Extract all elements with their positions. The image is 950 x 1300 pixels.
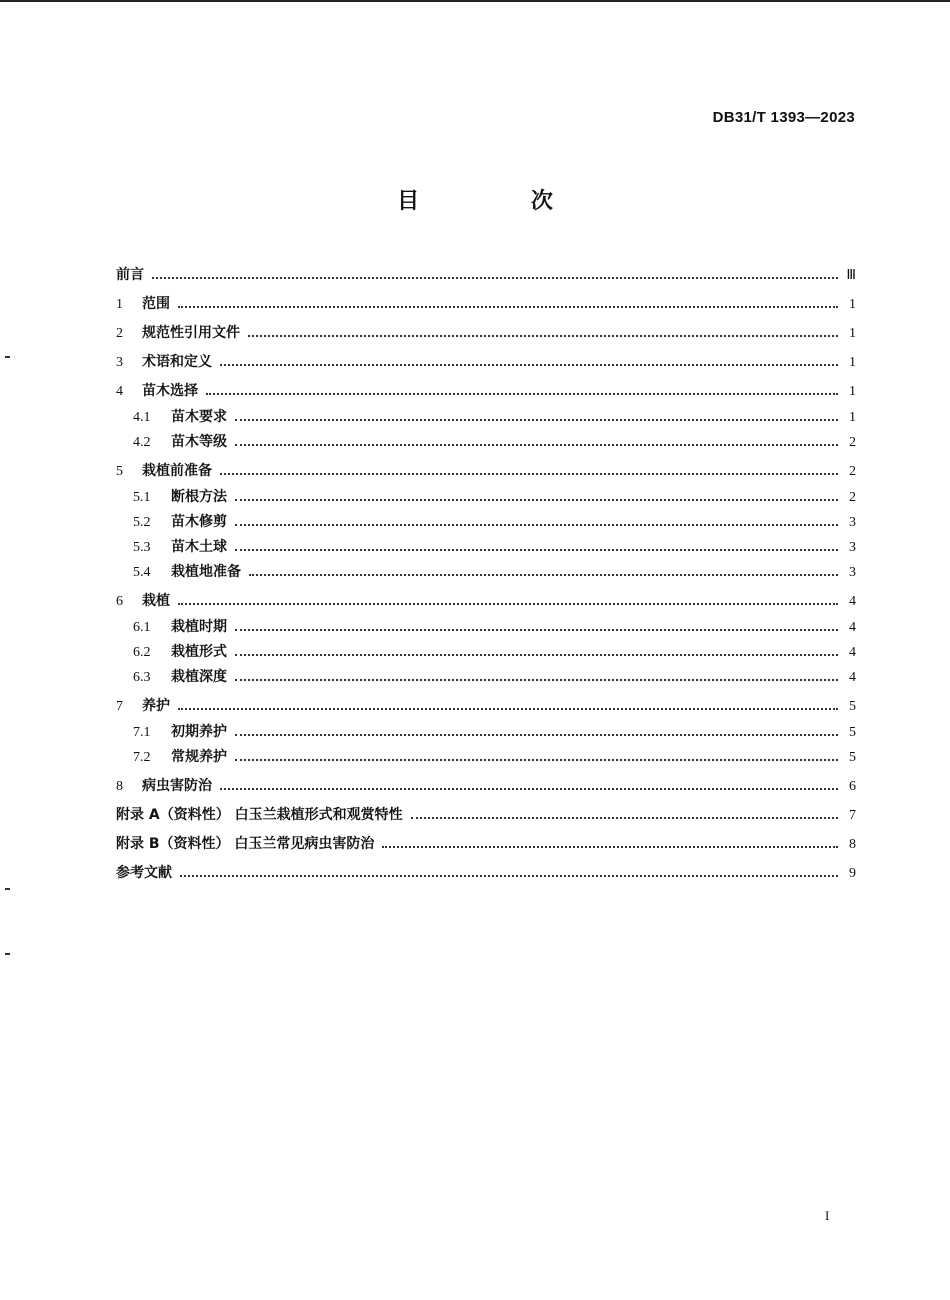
toc-entry[interactable] — [116, 771, 856, 795]
toc-entry[interactable] — [116, 691, 856, 715]
toc-entry-number: 7.2 — [133, 750, 151, 765]
scan-mark — [5, 953, 10, 955]
toc-entry-number: 8 — [116, 779, 123, 794]
toc-entry-number: 1 — [116, 297, 123, 312]
toc-entry-page: 6 — [849, 779, 856, 794]
toc-entry[interactable] — [116, 456, 856, 480]
dot-leader — [235, 443, 838, 446]
toc-entry-page: 2 — [849, 490, 856, 505]
toc-entry-label: 苗木要求 — [171, 409, 227, 425]
toc-entry-page: 2 — [849, 435, 856, 450]
toc-entry-label: 附录 B（资料性） 白玉兰常见病虫害防治 — [116, 836, 375, 852]
dot-leader — [206, 392, 838, 395]
dot-leader — [180, 874, 838, 877]
dot-leader — [235, 418, 838, 421]
scan-mark — [5, 356, 10, 358]
dot-leader — [235, 653, 838, 656]
toc-entry[interactable] — [116, 427, 856, 451]
toc-entry[interactable] — [116, 742, 856, 766]
dot-leader — [220, 363, 838, 366]
toc-entry-page: 1 — [849, 326, 856, 341]
toc-entry-page: Ⅲ — [846, 268, 856, 283]
toc-entry-number: 4.1 — [133, 410, 151, 425]
toc-entry-number: 5 — [116, 464, 123, 479]
toc-entry[interactable] — [116, 376, 856, 400]
dot-leader — [220, 787, 838, 790]
dot-leader — [235, 628, 838, 631]
dot-leader — [235, 548, 838, 551]
toc-entry-page: 1 — [849, 384, 856, 399]
dot-leader — [220, 472, 838, 475]
toc-entry-label: 栽植前准备 — [142, 463, 212, 479]
toc-entry-label: 断根方法 — [171, 489, 227, 505]
toc-entry-label: 苗木等级 — [171, 434, 227, 450]
toc-entry[interactable] — [116, 402, 856, 426]
toc-entry-number: 2 — [116, 326, 123, 341]
toc-entry-page: 9 — [849, 866, 856, 881]
toc-entry[interactable] — [116, 717, 856, 741]
toc-entry-page: 2 — [849, 464, 856, 479]
toc-entry[interactable] — [116, 482, 856, 506]
toc-entry-number: 6.2 — [133, 645, 151, 660]
toc-entry-page: 1 — [849, 355, 856, 370]
toc-entry-number: 6.1 — [133, 620, 151, 635]
toc-entry-number: 7 — [116, 699, 123, 714]
toc-entry-page: 4 — [849, 645, 856, 660]
toc-entry-number: 5.2 — [133, 515, 151, 530]
dot-leader — [152, 276, 838, 279]
toc-entry-label: 栽植地准备 — [171, 564, 241, 580]
dot-leader — [235, 498, 838, 501]
toc-entry[interactable] — [116, 532, 856, 556]
toc-entry-label: 苗木选择 — [142, 383, 198, 399]
toc-entry[interactable] — [116, 612, 856, 636]
toc-entry-page: 1 — [849, 410, 856, 425]
toc-entry-label: 参考文献 — [116, 865, 172, 881]
dot-leader — [178, 305, 838, 308]
dot-leader — [235, 523, 838, 526]
dot-leader — [235, 758, 838, 761]
toc-entry-label: 初期养护 — [171, 724, 227, 740]
toc-entry-page: 4 — [849, 670, 856, 685]
toc-entry[interactable] — [116, 637, 856, 661]
standard-number: DB31/T 1393—2023 — [712, 109, 855, 126]
toc-entry-label: 范围 — [142, 296, 170, 312]
toc-entry[interactable] — [116, 260, 856, 284]
toc-entry[interactable] — [116, 586, 856, 610]
dot-leader — [235, 733, 838, 736]
toc-entry-page: 5 — [849, 725, 856, 740]
toc-entry-number: 5.1 — [133, 490, 151, 505]
toc-entry-page: 1 — [849, 297, 856, 312]
toc-entry-label: 常规养护 — [171, 749, 227, 765]
toc-entry-label: 苗木修剪 — [171, 514, 227, 530]
toc-entry-label: 栽植 — [142, 593, 170, 609]
dot-leader — [411, 816, 838, 819]
page-title: 目 次 — [397, 189, 605, 214]
dot-leader — [235, 678, 838, 681]
dot-leader — [248, 334, 838, 337]
footer-page-number: I — [825, 1208, 830, 1223]
toc-entry-page: 7 — [849, 808, 856, 823]
toc-entry-label: 附录 A（资料性） 白玉兰栽植形式和观赏特性 — [116, 807, 403, 823]
toc-entry[interactable] — [116, 829, 856, 853]
toc-entry-page: 3 — [849, 565, 856, 580]
toc-entry-number: 4.2 — [133, 435, 151, 450]
toc-entry[interactable] — [116, 347, 856, 371]
toc-entry-page: 3 — [849, 515, 856, 530]
toc-entry-number: 6 — [116, 594, 123, 609]
toc-entry-number: 3 — [116, 355, 123, 370]
toc-entry[interactable] — [116, 662, 856, 686]
toc-entry-label: 苗木土球 — [171, 539, 227, 555]
dot-leader — [178, 707, 838, 710]
toc-entry-label: 养护 — [142, 698, 170, 714]
toc-entry-label: 规范性引用文件 — [142, 325, 240, 341]
toc-entry-number: 5.3 — [133, 540, 151, 555]
toc-entry-label: 栽植形式 — [171, 644, 227, 660]
dot-leader — [178, 602, 838, 605]
toc-entry-page: 8 — [849, 837, 856, 852]
toc-entry-number: 6.3 — [133, 670, 151, 685]
toc-entry-number: 5.4 — [133, 565, 151, 580]
toc-entry[interactable] — [116, 289, 856, 313]
toc-entry-label: 病虫害防治 — [142, 778, 212, 794]
toc-entry[interactable] — [116, 858, 856, 882]
toc-entry[interactable] — [116, 557, 856, 581]
toc-entry-page: 5 — [849, 699, 856, 714]
toc-entry[interactable] — [116, 507, 856, 531]
toc-entry-page: 4 — [849, 594, 856, 609]
toc-entry-label: 栽植时期 — [171, 619, 227, 635]
top-border-rule — [0, 0, 950, 2]
dot-leader — [249, 573, 838, 576]
toc-entry-page: 5 — [849, 750, 856, 765]
toc-entry-page: 4 — [849, 620, 856, 635]
toc-entry-number: 7.1 — [133, 725, 151, 740]
toc-entry-label: 前言 — [116, 267, 144, 283]
toc-entry[interactable] — [116, 318, 856, 342]
toc-entry[interactable] — [116, 800, 856, 824]
scan-mark — [5, 888, 10, 890]
toc-entry-number: 4 — [116, 384, 123, 399]
dot-leader — [382, 845, 838, 848]
toc-entry-page: 3 — [849, 540, 856, 555]
toc-entry-label: 术语和定义 — [142, 354, 212, 370]
toc-entry-label: 栽植深度 — [171, 669, 227, 685]
